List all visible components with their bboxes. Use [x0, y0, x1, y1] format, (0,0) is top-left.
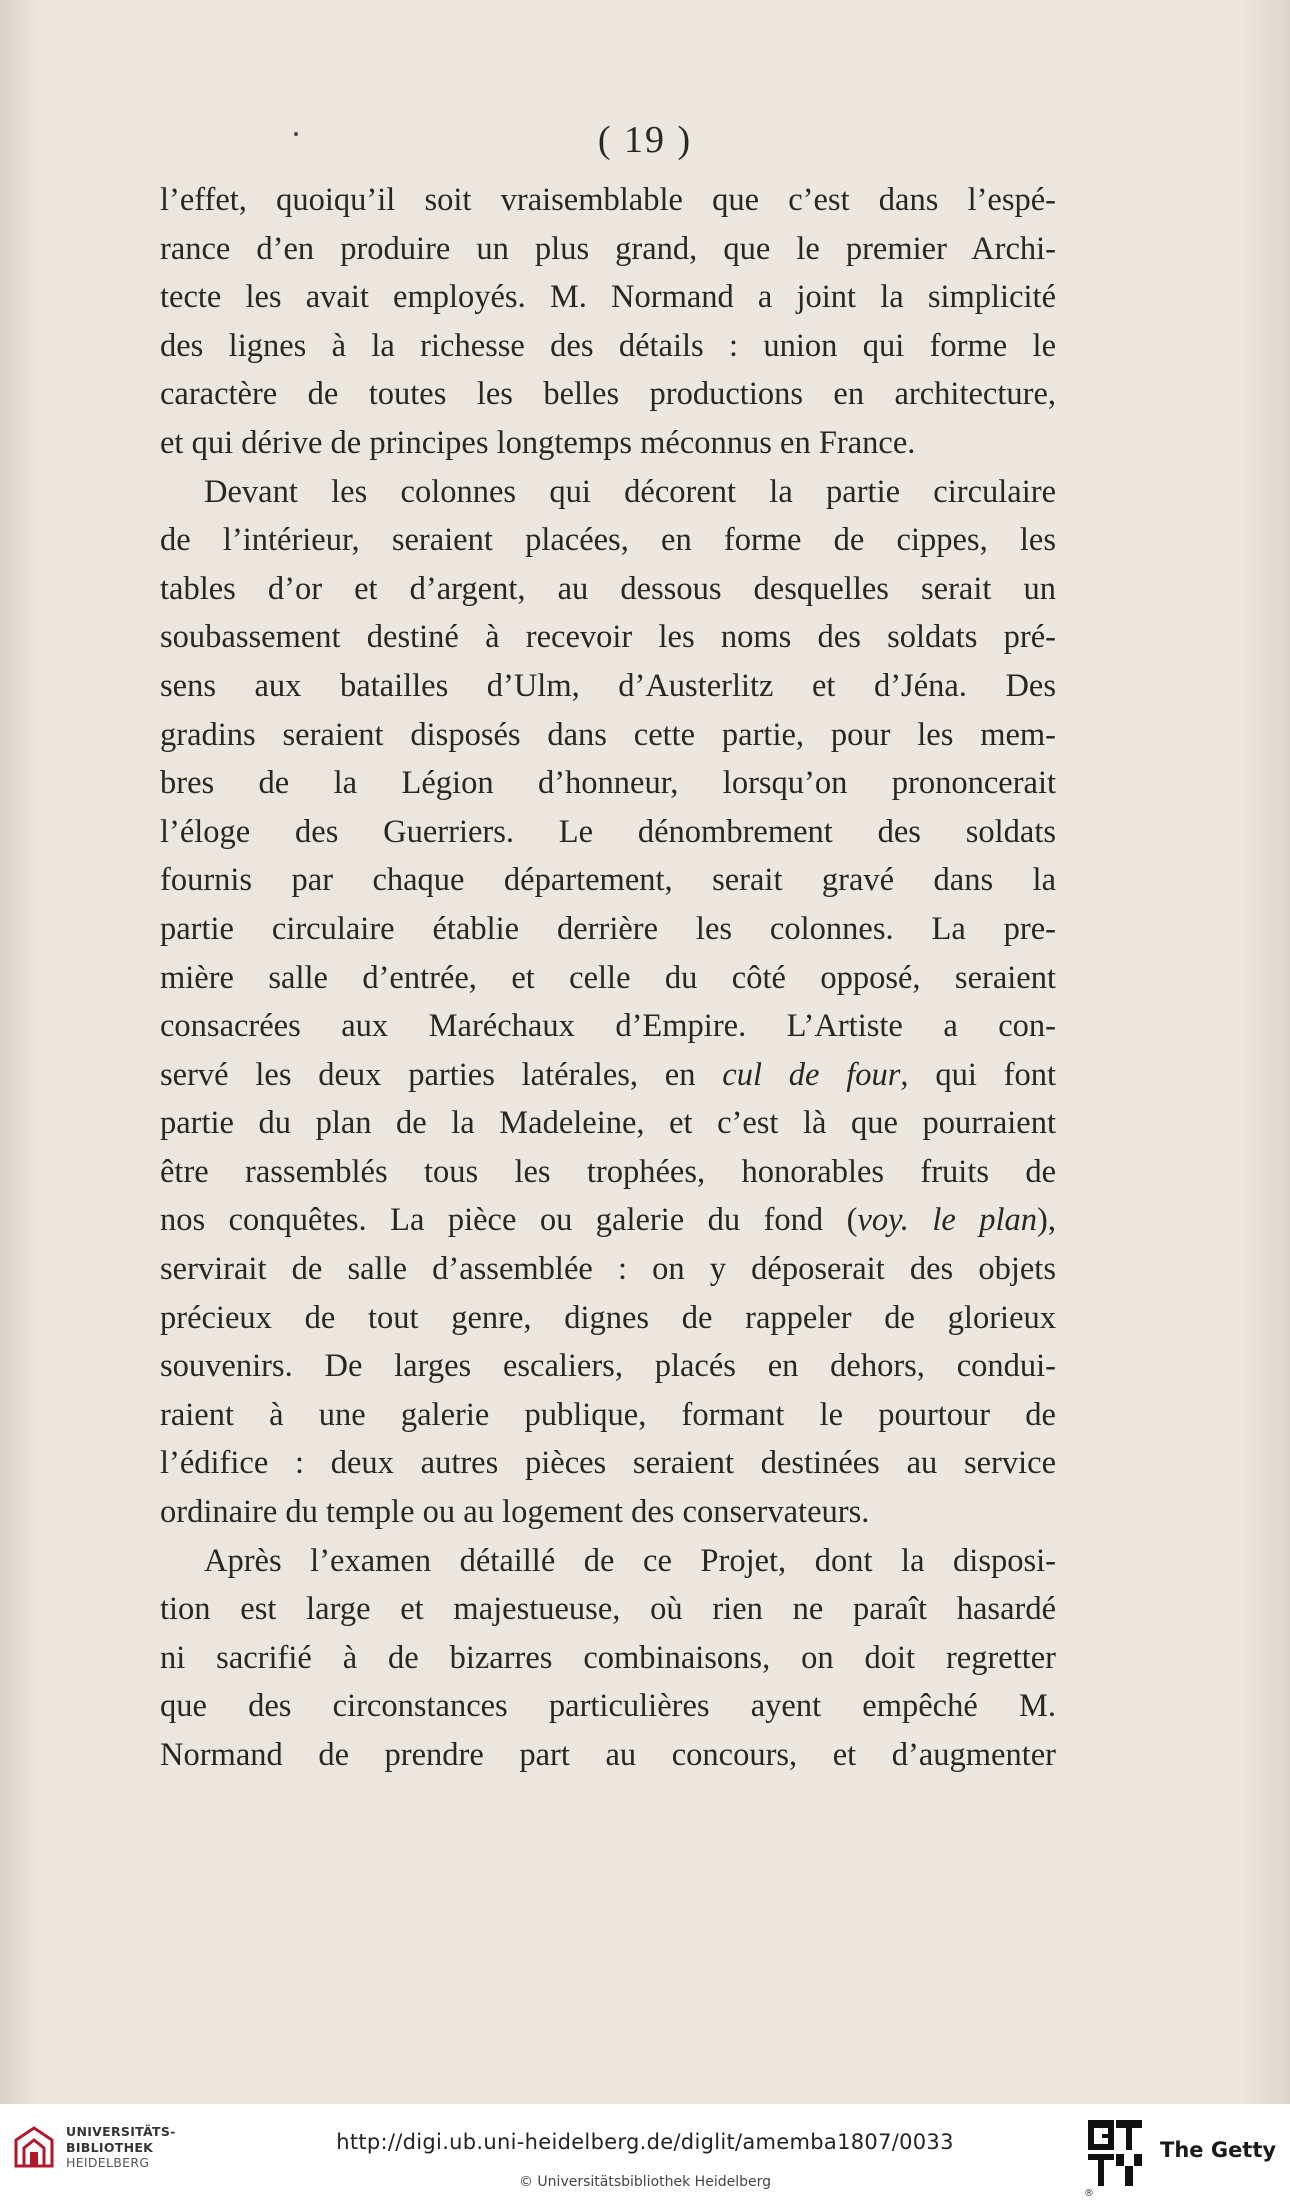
text-line: mière salle d’entrée, et celle du côté opposé, seraient	[160, 959, 1056, 996]
body-text	[160, 176, 1056, 1780]
registered-mark: ®	[1084, 2188, 1094, 2199]
page-number: ( 19 )	[597, 119, 693, 161]
text-line: sens aux batailles d’Ulm, d’Austerlitz et d’Jéna. Des	[160, 667, 1056, 704]
text-line: tecte les avait employés. M. Normand a joint la simplicité	[160, 279, 1056, 316]
text-line: l’éloge des Guerriers. Le dénombrement des soldats	[160, 813, 1056, 850]
text-line: servirait de salle d’assemblée : on y déposerait des objets	[160, 1251, 1056, 1288]
getty-name: The Getty	[1160, 2138, 1277, 2162]
library-name-line: BIBLIOTHEK	[66, 2139, 154, 2155]
text-line: soubassement destiné à recevoir les noms des soldats pré-	[160, 619, 1056, 656]
library-name-line: UNIVERSITÄTS-	[66, 2124, 176, 2139]
library-name-line: HEIDELBERG	[66, 2155, 150, 2170]
text-line	[160, 1196, 1056, 1245]
text-line: que des circonstances particulières ayent empêché M.	[160, 1688, 1056, 1725]
text-line: bres de la Légion d’honneur, lorsqu’on prononcerait	[160, 765, 1056, 802]
text-line: rance d’en produire un plus grand, que le premier Archi-	[160, 230, 1056, 267]
text-line: des lignes à la richesse des détails : union qui forme le	[160, 327, 1056, 364]
text-line: raient à une galerie publique, formant le pourtour de	[160, 1396, 1056, 1433]
text-line: gradins seraient disposés dans cette partie, pour les mem-	[160, 716, 1056, 753]
text-line: fournis par chaque département, serait gravé dans la	[160, 862, 1056, 899]
text-line: l’édifice : deux autres pièces seraient destinées au service	[160, 1445, 1056, 1482]
text-segment: ),	[1037, 1202, 1056, 1239]
text-segment: servé les deux parties latérales, en	[160, 1056, 696, 1093]
text-line: l’effet, quoiqu’il soit vraisemblable que c’est dans l’espé-	[160, 182, 1056, 218]
text-line: ordinaire du temple ou au logement des conservateurs.	[160, 1494, 870, 1531]
text-segment: , qui font	[900, 1056, 1057, 1093]
text-line: et qui dérive de principes longtemps méconnus en France.	[160, 424, 916, 461]
text-line: caractère de toutes les belles productions en architecture,	[160, 376, 1056, 413]
text-line: partie du plan de la Madeleine, et c’est là que pourraient	[160, 1105, 1056, 1142]
text-line: consacrées aux Maréchaux d’Empire. L’Artiste a con-	[160, 1008, 1056, 1045]
text-line: souvenirs. De larges escaliers, placés en dehors, condui-	[160, 1348, 1056, 1385]
footer-bar	[0, 2104, 1290, 2208]
copyright-notice: © Universitätsbibliothek Heidelberg	[518, 2174, 771, 2190]
text-line	[160, 1051, 1056, 1100]
text-line: précieux de tout genre, dignes de rappeler de glorieux	[160, 1299, 1056, 1336]
text-line: de l’intérieur, seraient placées, en forme de cippes, les	[160, 522, 1056, 559]
getty-logo-icon	[1088, 2120, 1142, 2186]
italic-term: voy. le plan	[857, 1202, 1038, 1239]
text-line: Devant les colonnes qui décorent la partie circulaire	[204, 473, 1056, 510]
text-line: ni sacrifié à de bizarres combinaisons, on doit regretter	[160, 1639, 1056, 1676]
text-line: Normand de prendre part au concours, et d’augmenter	[160, 1737, 1056, 1773]
text-line: partie circulaire établie derrière les colonnes. La pre-	[160, 910, 1056, 947]
permalink-url[interactable]: http://digi.ub.uni-heidelberg.de/diglit/amemba1807/0033	[336, 2130, 954, 2154]
italic-term: cul de four	[722, 1056, 901, 1093]
text-line: tables d’or et d’argent, au dessous desquelles serait un	[160, 570, 1056, 607]
text-segment: nos conquêtes. La pièce ou galerie du fond (	[160, 1202, 858, 1239]
text-line: Après l’examen détaillé de ce Projet, dont la disposi-	[204, 1542, 1056, 1579]
text-line: être rassemblés tous les trophées, honorables fruits de	[160, 1153, 1056, 1190]
text-line: tion est large et majestueuse, où rien ne paraît hasardé	[160, 1591, 1056, 1628]
